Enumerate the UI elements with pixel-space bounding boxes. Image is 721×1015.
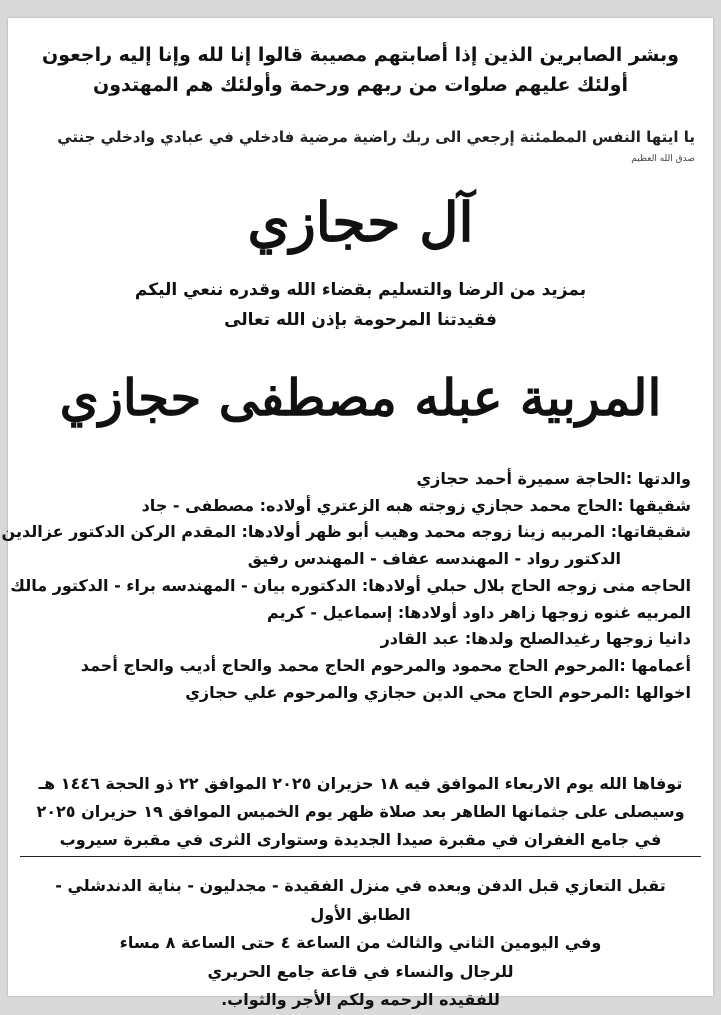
death-details <box>28 770 693 854</box>
quran-verse-1-line1: وبشر الصابرين الذين إذا أصابتهم مصيبة قالوا إنا لله وإنا إليه راجعون <box>42 44 679 66</box>
condolence-line-3: للرجال والنساء في قاعة جامع الحريري <box>207 961 514 981</box>
intro-line-2: فقيدتنا المرحومة بإذن الله تعالى <box>224 310 497 330</box>
quran-verse-2: يا ايتها النفس المطمئنة إرجعي الى ربك راضية مرضية فادخلي في عبادي وادخلي جنتي <box>57 128 695 146</box>
relatives-list <box>1 466 691 706</box>
relative-line-sister-ghenwa: المربيه غنوه زوجها زاهر داود أولادها: إسماعيل - كريم <box>267 602 691 622</box>
intro-line-1: بمزيد من الرضا والتسليم بقضاء الله وقدره ننعي اليكم <box>134 280 587 300</box>
condolence-details <box>28 872 693 1015</box>
quran-verse-1-line2: أولئك عليهم صلوات من ربهم ورحمة وأولئك هم المهتدون <box>93 74 628 96</box>
relative-line-mother: والدتها :الحاجة سميرة أحمد حجازي <box>416 469 691 488</box>
relative-line-sister-dania: دانيا زوجها رغيدالصلح ولدها: عبد القادر <box>380 629 691 649</box>
death-date-line: توفاها الله يوم الاربعاء الموافق فيه ١٨ حزيران ٢٠٢٥ الموافق ٢٢ ذو الحجة ١٤٤٦ هـ <box>38 774 683 793</box>
obituary-page <box>1 18 713 1009</box>
quran-verse-1 <box>28 40 693 100</box>
relative-line-brother: شقيقها :الحاج محمد حجازي زوجته هبه الزعتري أولاده: مصطفى - جاد <box>141 495 691 515</box>
condolence-line-2: وفي اليومين الثاني والثالث من الساعة ٤ حتى الساعة ٨ مساء <box>119 933 602 952</box>
sadaqa-label: صدق الله العظيم <box>631 154 695 164</box>
relative-line-uncles-paternal: أعمامها :المرحوم الحاج محمود والمرحوم الحاج محمد والحاج أديب والحاج أحمد <box>80 655 691 675</box>
condolence-line-1: تقبل التعازي قبل الدفن وبعده في منزل الفقيدة - مجدليون - بناية الدندشلي - الطابق الأول <box>55 876 666 924</box>
section-divider <box>20 856 701 857</box>
funeral-prayer-line: وسيصلى على جثمانها الطاهر بعد صلاة ظهر يوم الخميس الموافق ١٩ حزيران ٢٠٢٥ <box>36 802 685 821</box>
relative-line-sister-mona: الحاجه منى زوجه الحاج بلال حبلي أولادها: الدكتوره بيان - المهندسه براء - الدكتور مالك <box>10 575 691 595</box>
relative-line-sisters: شقيقاتها: المربيه زينا زوجه محمد وهيب أبو ظهر أولادها: المقدم الركن الدكتور عزالدين <box>1 522 691 542</box>
family-name-heading: آل حجازي <box>247 190 474 254</box>
condolence-line-4: للفقيده الرحمه ولكم الأجر والثواب. <box>221 990 500 1009</box>
relative-line-sisters-cont: الدكتور رواد - المهندسه عفاف - المهندس رفيق <box>247 549 621 569</box>
deceased-name-heading: المربية عبله مصطفى حجازي <box>59 368 662 427</box>
relative-line-uncles-maternal: اخوالها :المرحوم الحاج محي الدين حجازي والمرحوم علي حجازي <box>185 682 691 702</box>
burial-line: في جامع الغفران في مقبرة صيدا الجديدة وستوارى الثرى في مقبرة سيروب <box>59 830 662 849</box>
